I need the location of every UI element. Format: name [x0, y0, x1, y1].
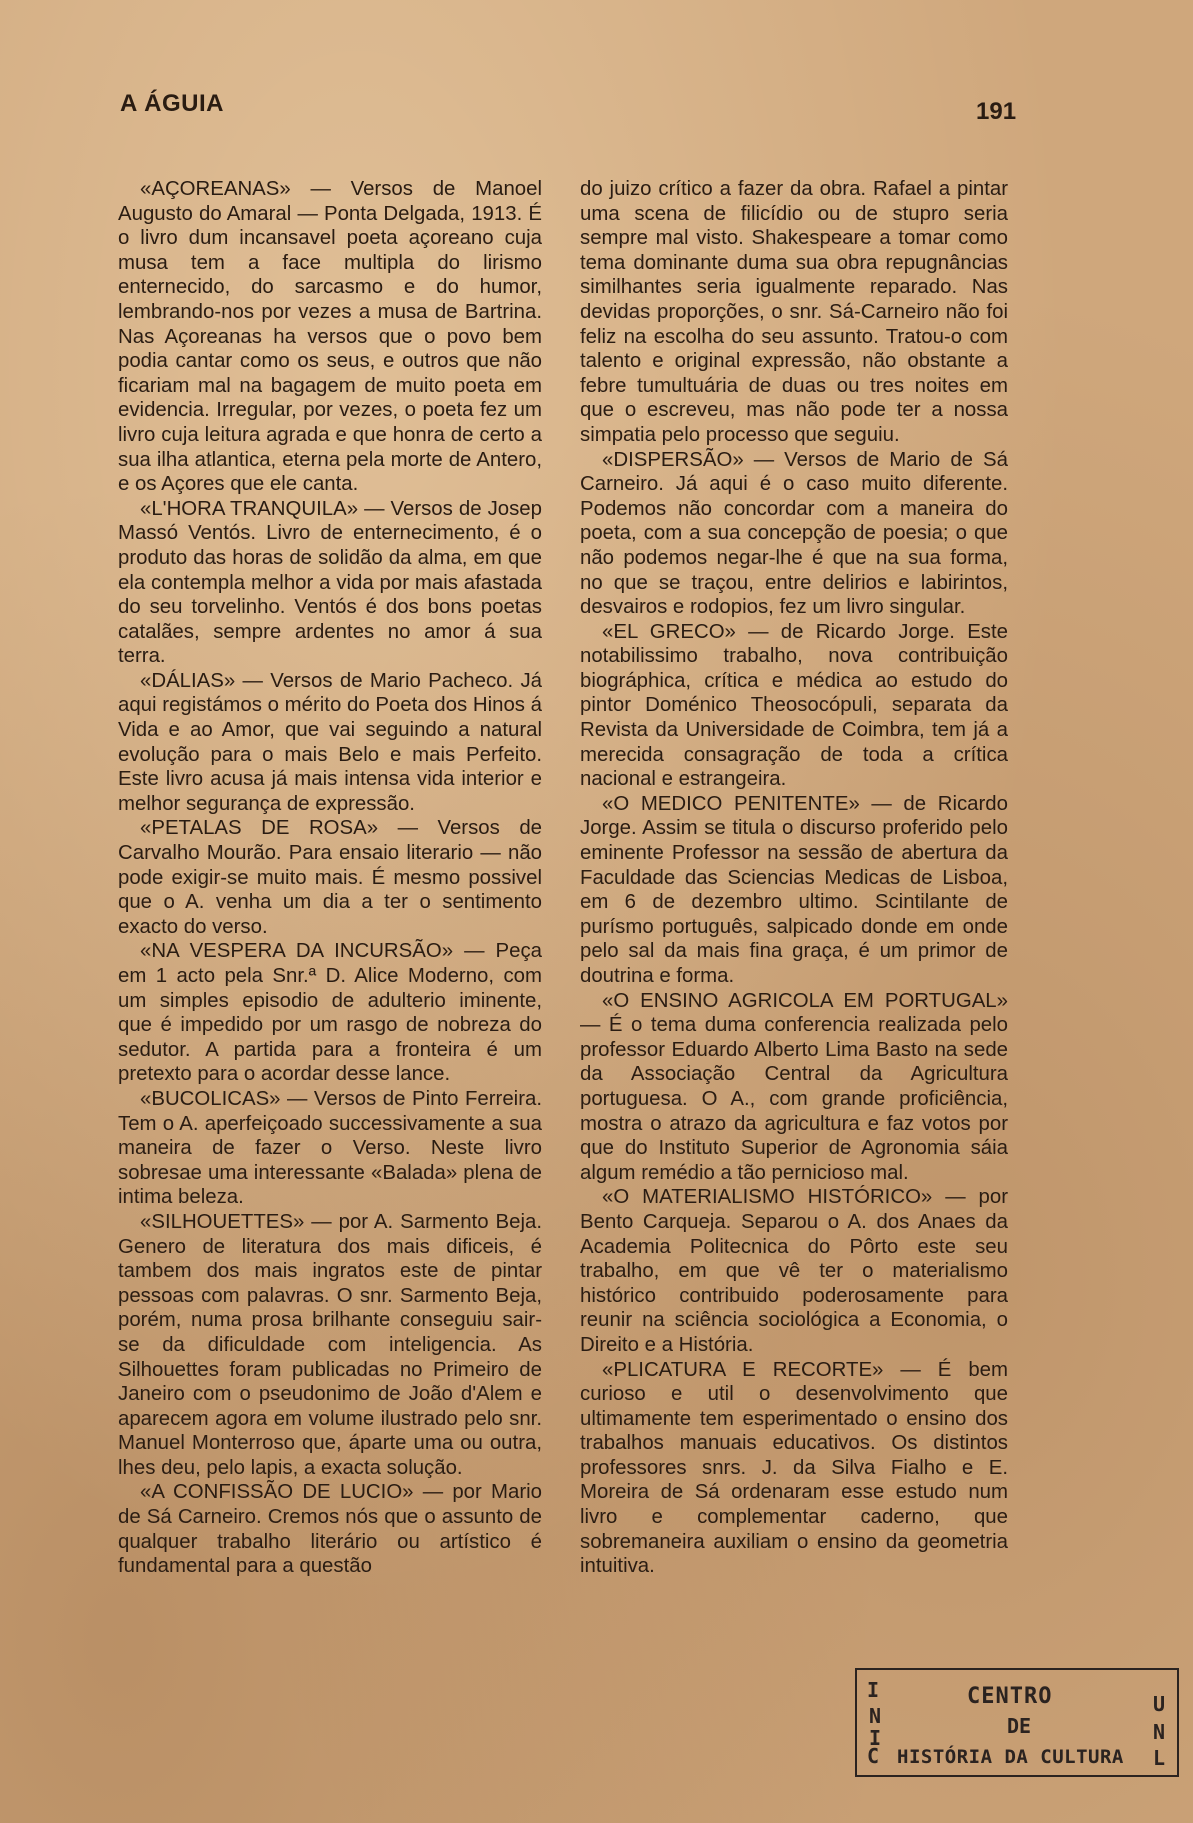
review-dispersao: «DISPERSÃO» — Versos de Mario de Sá Carneiro. Já aqui é o caso muito diferente. Podemos não concordar com a maneira do poeta, com a sua concepção de poesia; o que não podemos negar-lhe é que na sua forma, no que se traçou, entre delirios e labirintos, desvairos e rodopios, fez um livro singular. [580, 448, 1008, 619]
review-confissao-continued: do juizo crítico a fazer da obra. Rafael a pintar uma scena de filicídio ou de stupro seria sempre mal visto. Shakespeare a tomar como tema dominante duma sua obra repugnâncias similhantes seria igualmente reparado. Nas devidas proporções, o snr. Sá-Carneiro não foi feliz na escolha do seu assunto. Tratou-o com talento e original expressão, não obstante a febre tumultuária de duas ou tres noites em que o escreveu, mas não pode ter a nossa simpatia pelo processo que seguiu. [580, 178, 1008, 446]
stamp-line-centro: CENTRO [967, 1684, 1053, 1709]
review-el-greco: «EL GRECO» — de Ricardo Jorge. Este notabilissimo trabalho, nova contribuição biográphica, crítica e médica ao estudo do pintor Doménico Theosocópuli, separata da Revista da Universidade de Coimbra, tem já a merecida consagração de toda a crítica nacional e estrangeira. [580, 620, 1008, 791]
page-number: 191 [976, 98, 1017, 125]
stamp-letter: C [867, 1744, 880, 1768]
review-silhouettes: «SILHOUETTES» — por A. Sarmento Beja. Genero de literatura dos mais dificeis, é tambem dos mais ingratos este de pintar pessoas com palavras. O snr. Sarmento Beja, porém, numa prosa brilhante conseguiu sair-se da dificuldade com inteligencia. As Silhouettes foram publicadas no Primeiro de Janeiro com o pseudonimo de João d'Alem e aparecem agora em volume ilustrado pelo snr. Manuel Monterroso que, áparte uma ou outra, lhes deu, pelo lapis, a exacta solução. [118, 1210, 542, 1479]
stamp-letter: I [869, 1726, 882, 1750]
stamp-line-historia: HISTÓRIA DA CULTURA [897, 1746, 1124, 1768]
stamp-letter: U [1152, 1692, 1165, 1716]
stamp-line-de: DE [1007, 1714, 1032, 1738]
review-na-vespera: «NA VESPERA DA INCURSÃO» — Peça em 1 acto pela Snr.ª D. Alice Moderno, com um simples episodio de adulterio iminente, que é impedido por um rasgo de nobreza do sedutor. A partida para a fronteira é um pretexto para o acordar desse lance. [118, 940, 542, 1086]
review-medico-penitente: «O MEDICO PENITENTE» — de Ricardo Jorge. Assim se titula o discurso proferido pelo eminente Professor na sessão de abertura da Faculdade das Sciencias Medicas de Lisboa, em 6 de dezembro ultimo. Scintilante de purísmo português, salpicado donde em onde pelo sal da mais fina graça, é um primor de doutrina e forma. [580, 792, 1008, 987]
review-lhora-tranquila: «L'HORA TRANQUILA» — Versos de Josep Massó Ventós. Livro de enternecimento, é o produto das horas de solidão da alma, em que ela contempla melhor a vida por mais afastada do seu torvelinho. Ventós é dos bons poetas catalães, sempre ardentes no amor á sua terra. [118, 497, 542, 668]
right-column [580, 177, 1008, 1579]
review-dalias: «DÁLIAS» — Versos de Mario Pacheco. Já aqui registámos o mérito do Poeta dos Hinos á Vida e ao Amor, que vai seguindo a natural evolução para o mais Belo e mais Perfeito. Este livro acusa já mais intensa vida interior e melhor segurança de expressão. [118, 669, 542, 815]
library-stamp [855, 1668, 1179, 1777]
review-materialismo-historico: «O MATERIALISMO HISTÓRICO» — por Bento Carqueja. Separou o A. dos Anaes da Academia Politecnica do Pôrto este seu trabalho, em que vê ter o materialismo histórico contribuido poderosamente para reunir na sciência sociológica a Economia, o Direito e a História. [580, 1186, 1008, 1356]
running-head: A ÁGUIA [120, 90, 224, 117]
stamp-letter: L [1152, 1746, 1165, 1770]
left-column [118, 177, 542, 1579]
stamp-letter: N [1152, 1720, 1165, 1744]
review-petalas-de-rosa: «PETALAS DE ROSA» — Versos de Carvalho Mourão. Para ensaio literario — não pode exigir-se muito mais. É mesmo possivel que o A. venha um dia a ter o sentimento exacto do verso. [118, 817, 542, 938]
stamp-letter: I [867, 1678, 880, 1702]
review-acoreanas: «AÇOREANAS» — Versos de Manoel Augusto do Amaral — Ponta Delgada, 1913. É o livro dum incansavel poeta açoreano cuja musa tem a face multipla do lirismo enternecido, do sarcasmo e do humor, lembrando-nos por vezes a musa de Bartrina. Nas Açoreanas ha versos que o povo bem podia cantar como os seus, e outros que não ficariam mal na bagagem de muito poeta em evidencia. Irregular, por vezes, o poeta fez um livro cuja leitura agrada e que honra de certo a sua ilha atlantica, eterna pela morte de Antero, e os Açores que ele canta. [118, 178, 542, 496]
review-confissao-de-lucio: «A CONFISSÃO DE LUCIO» — por Mario de Sá Carneiro. Cremos nós que o assunto de qualquer trabalho literário ou artístico é fundamental para a questão [118, 1481, 542, 1578]
stamp-letter: N [869, 1704, 882, 1728]
review-bucolicas: «BUCOLICAS» — Versos de Pinto Ferreira. Tem o A. aperfeiçoado successivamente a sua maneira de fazer o Verso. Neste livro sobresae uma interessante «Balada» plena de intima beleza. [118, 1087, 542, 1209]
review-plicatura-e-recorte: «PLICATURA E RECORTE» — É bem curioso e util o desenvolvimento que ultimamente tem esperimentado o ensino dos trabalhos manuais educativos. Os distintos professores snrs. J. da Silva Fialho e E. Moreira de Sá ordenaram esse estudo num livro e complementar caderno, que sobremaneira auxiliam o ensino da geometria intuitiva. [580, 1358, 1008, 1578]
review-ensino-agricola: «O ENSINO AGRICOLA EM PORTUGAL» — É o tema duma conferencia realizada pelo professor Eduardo Alberto Lima Basto na sede da Associação Central da Agricultura portuguesa. O A., com grande proficiência, mostra o atrazo da agricultura e faz votos por que do Instituto Superior de Agronomia sáia algum remédio a tão pernicioso mal. [580, 989, 1008, 1184]
